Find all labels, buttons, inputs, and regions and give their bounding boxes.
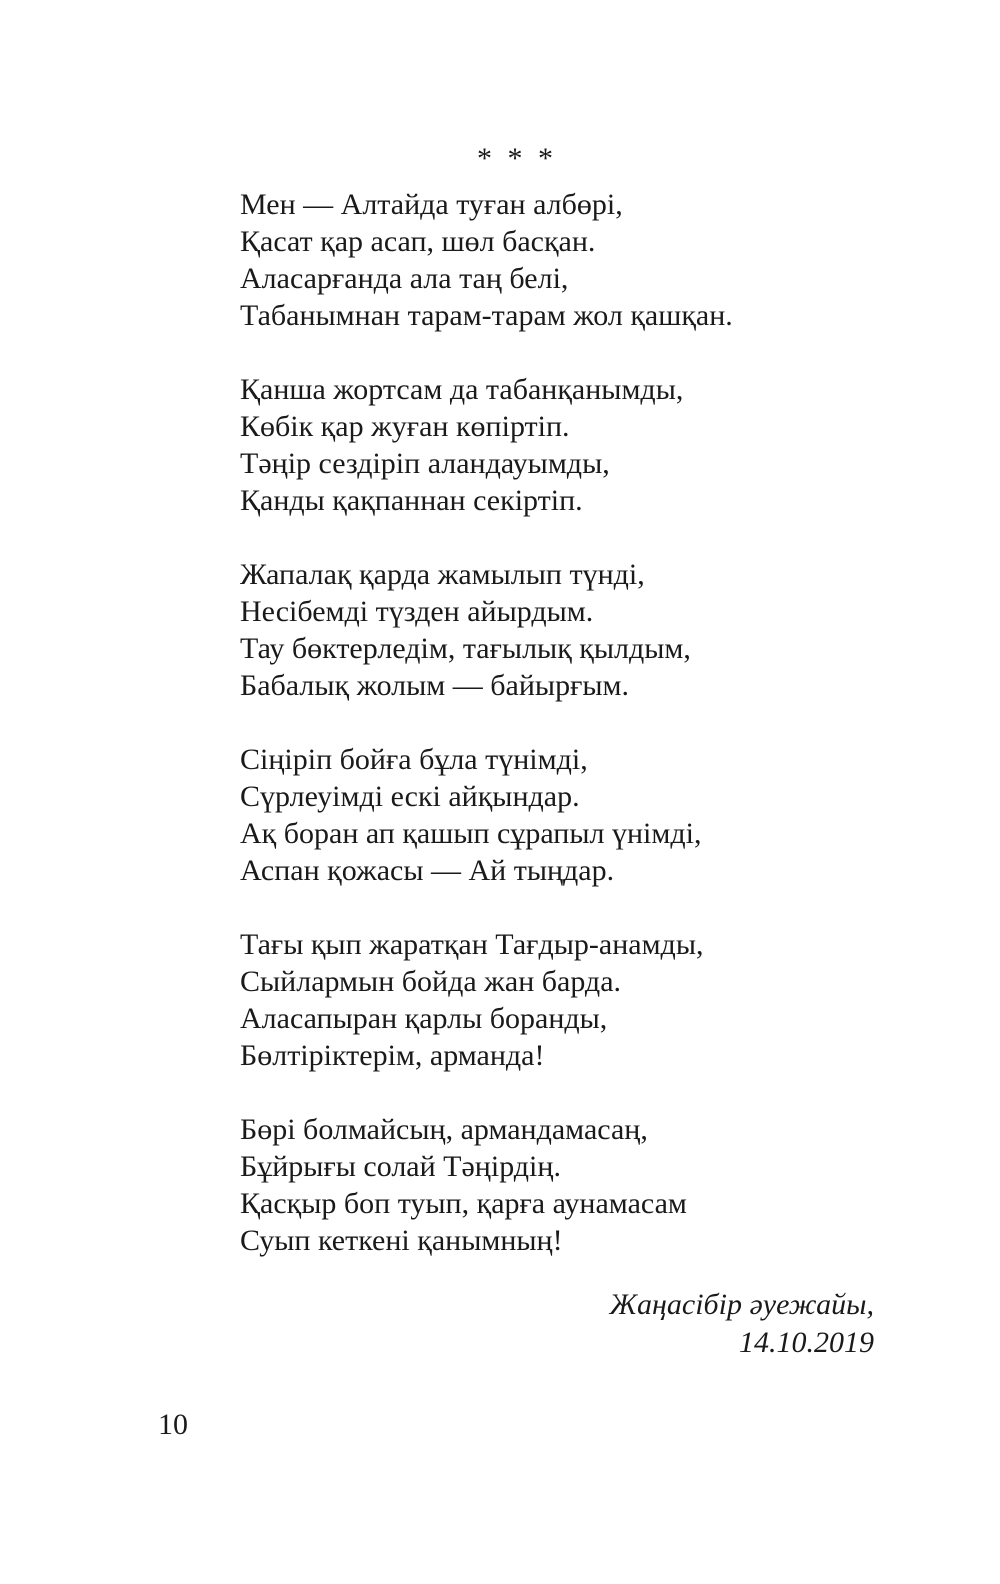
stanza (240, 556, 880, 704)
poem-line: Сыйлармын бойда жан барда. (240, 965, 622, 998)
poem-line: Аласапыран қарлы боранды, (240, 1002, 608, 1035)
signature-place: Жаңасібір әуежайы, (609, 1288, 874, 1321)
stanza (240, 371, 880, 519)
poem-line: Бұйрығы солай Тәңірдің. (240, 1150, 561, 1183)
poem-line: Қасат қар асап, шөл басқан. (240, 225, 596, 258)
poem-line: Бабалық жолым — байырғым. (240, 669, 630, 702)
poem-line: Қанды қақпаннан секіртіп. (240, 484, 583, 517)
stanza (240, 741, 880, 889)
signature-date: 14.10.2019 (739, 1326, 874, 1359)
stanza (240, 926, 880, 1074)
poem-line: Несібемді түзден айырдым. (240, 595, 594, 628)
section-separator: * * * (477, 142, 557, 175)
poem-line: Қанша жортсам да табанқанымды, (240, 373, 684, 406)
poem-line: Мен — Алтайда туған албөрі, (240, 188, 623, 221)
poem-line: Бөлтіріктерім, арманда! (240, 1039, 545, 1072)
stanza (240, 1111, 880, 1259)
poem-line: Көбік қар жуған көпіртіп. (240, 410, 570, 443)
stanza (240, 186, 880, 334)
poem-line: Сүрлеуімді ескі айқындар. (240, 780, 580, 813)
poem-line: Сіңіріп бойға бұла түнімді, (240, 743, 588, 776)
poem-line: Тау бөктерледім, тағылық қылдым, (240, 632, 691, 665)
poem (240, 186, 880, 1296)
poem-line: Бөрі болмайсың, армандамасаң, (240, 1113, 648, 1146)
poem-line: Тәңір сездіріп аландауымды, (240, 447, 610, 480)
poem-line: Қасқыр боп туып, қарға аунамасам (240, 1187, 687, 1220)
poem-line: Суып кеткені қанымның! (240, 1224, 563, 1257)
poem-line: Тағы қып жаратқан Тағдыр-анамды, (240, 928, 704, 961)
poem-line: Аласарғанда ала таң белі, (240, 262, 569, 295)
poem-line: Жапалақ қарда жамылып түнді, (240, 558, 645, 591)
poem-line: Ақ боран ап қашып сұрапыл үнімді, (240, 817, 702, 850)
page-number: 10 (158, 1408, 188, 1441)
poem-signature (610, 1286, 874, 1362)
poem-line: Аспан қожасы — Ай тыңдар. (240, 854, 615, 887)
poem-line: Табанымнан тарам-тарам жол қашқан. (240, 299, 733, 332)
